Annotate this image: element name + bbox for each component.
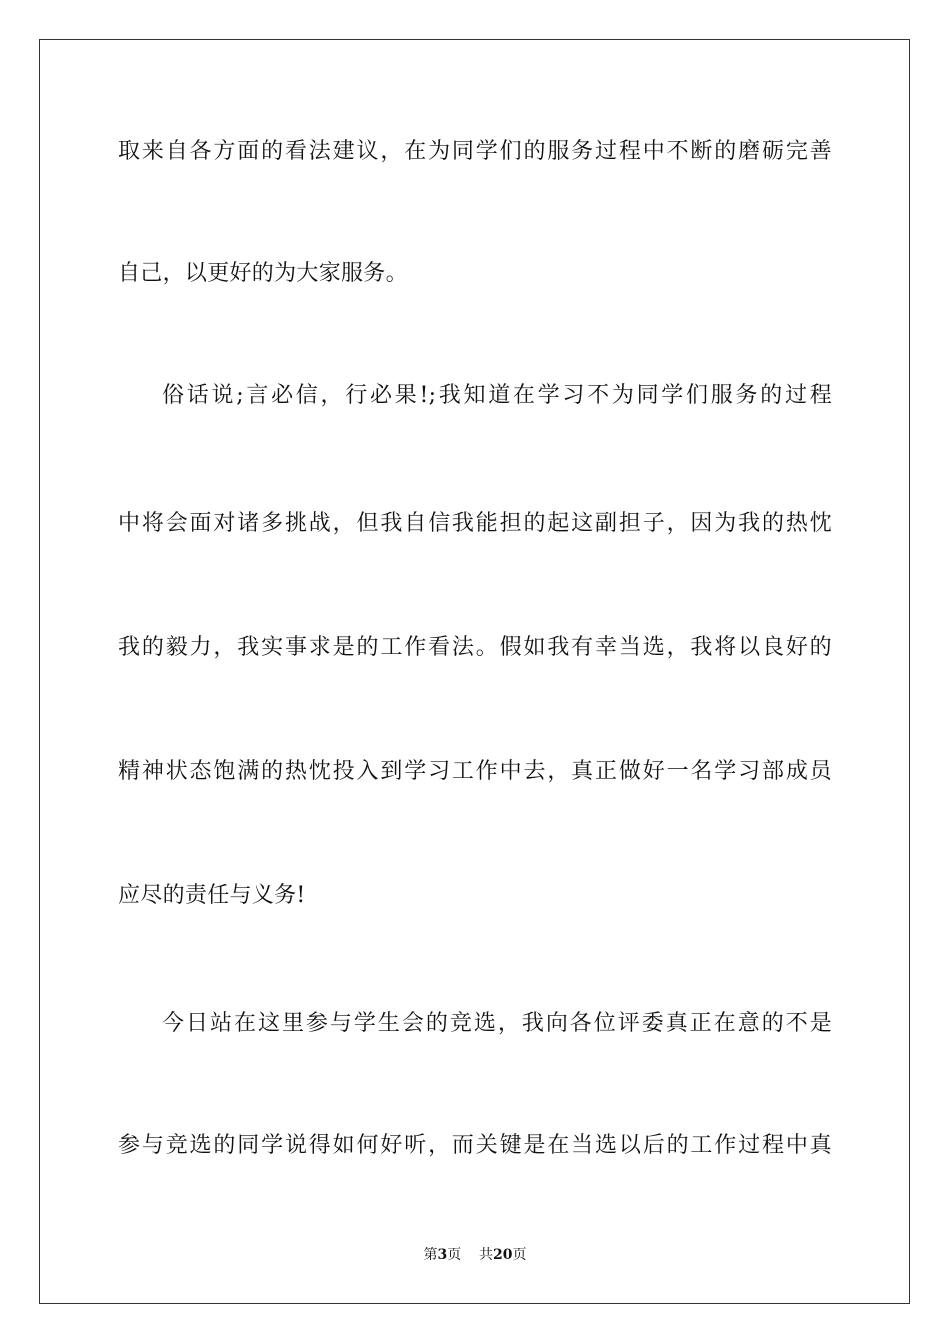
paragraph-line: 我的毅力，我实事求是的工作看法。假如我有幸当选，我将以良好的 — [118, 635, 832, 660]
paragraph-line: 俗话说;言必信，行必果!;我知道在学习不为同学们服务的过程 — [162, 383, 832, 408]
footer-total-suffix: 页 — [512, 1247, 527, 1263]
paragraph-line: 今日站在这里参与学生会的竞选，我向各位评委真正在意的不是 — [162, 1011, 832, 1036]
paragraph-line: 应尽的责任与义务! — [118, 883, 306, 908]
paragraph-line: 精神状态饱满的热忱投入到学习工作中去，真正做好一名学习部成员 — [118, 759, 832, 784]
paragraph-line: 自己，以更好的为大家服务。 — [118, 261, 408, 286]
paragraph-line: 中将会面对诸多挑战，但我自信我能担的起这副担子，因为我的热忱 — [118, 511, 832, 536]
footer-total-number: 20 — [493, 1247, 513, 1263]
footer-total-prefix: 共 — [479, 1247, 494, 1263]
paragraph-line: 取来自各方面的看法建议，在为同学们的服务过程中不断的磨砺完善 — [118, 139, 832, 164]
page-border — [39, 39, 910, 1304]
footer-page-prefix: 第 — [423, 1247, 438, 1263]
footer-page-suffix: 页 — [447, 1247, 462, 1263]
footer-page-number: 3 — [437, 1247, 448, 1263]
paragraph-line: 参与竞选的同学说得如何好听，而关键是在当选以后的工作过程中真 — [118, 1133, 832, 1158]
page-footer — [0, 1246, 950, 1264]
